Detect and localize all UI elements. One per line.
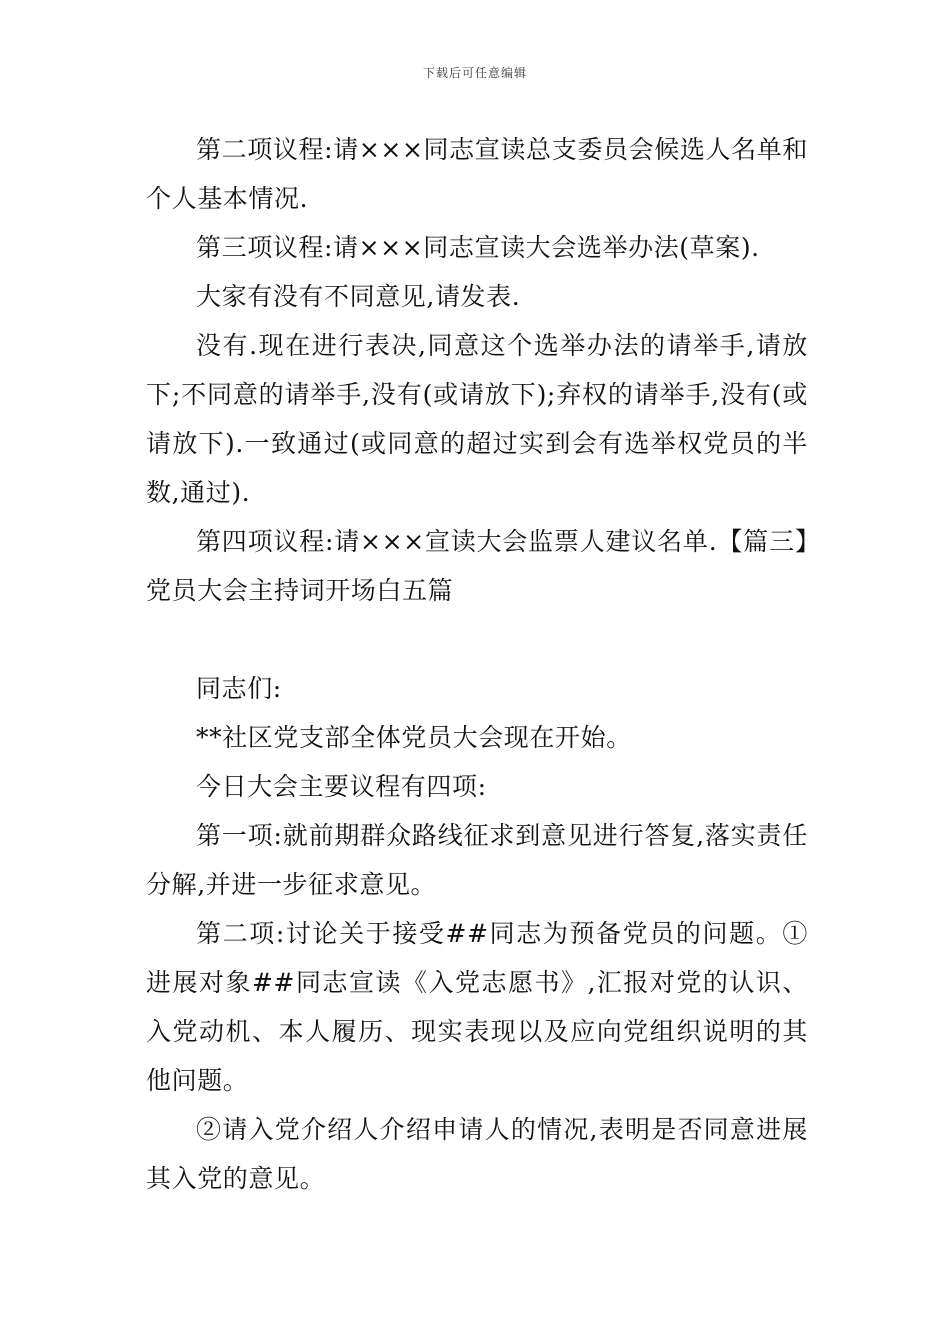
paragraph-call-for-opinions: 大家有没有不同意见,请发表. xyxy=(196,282,521,311)
paragraph-agenda-item-3: 第三项议程:请×××同志宣读大会选举办法(草案). xyxy=(196,233,760,262)
document-body xyxy=(146,125,808,1203)
paragraph-greeting: 同志们: xyxy=(196,674,282,703)
paragraph-agenda-intro: 今日大会主要议程有四项: xyxy=(196,772,487,801)
page-header-note: 下载后可任意编辑 xyxy=(422,66,527,80)
paragraph-item-two: 第二项:讨论关于接受##同志为预备党员的问题。①进展对象##同志宣读《入党志愿书》,汇报对党的认识、入党动机、本人履历、现实表现以及应向党组织说明的其他问题。 xyxy=(146,919,808,1095)
paragraph-vote-procedure: 没有.现在进行表决,同意这个选举办法的请举手,请放下;不同意的请举手,没有(或请放下);弃权的请举手,没有(或请放下).一致通过(或同意的超过实到会有选举权党员的半数,通过). xyxy=(146,331,808,507)
paragraph-item-one: 第一项:就前期群众路线征求到意见进行答复,落实责任分解,并进一步征求意见。 xyxy=(146,821,808,899)
paragraph-sponsor-intro: ②请入党介绍人介绍申请人的情况,表明是否同意进展其入党的意见。 xyxy=(146,1115,808,1193)
paragraph-meeting-opening: **社区党支部全体党员大会现在开始。 xyxy=(196,723,632,752)
paragraph-agenda-item-2: 第二项议程:请×××同志宣读总支委员会候选人名单和个人基本情况. xyxy=(146,135,808,213)
paragraph-spacer xyxy=(146,615,808,664)
paragraph-agenda-item-4: 第四项议程:请×××宣读大会监票人建议名单.【篇三】党员大会主持词开场白五篇 xyxy=(146,527,808,605)
